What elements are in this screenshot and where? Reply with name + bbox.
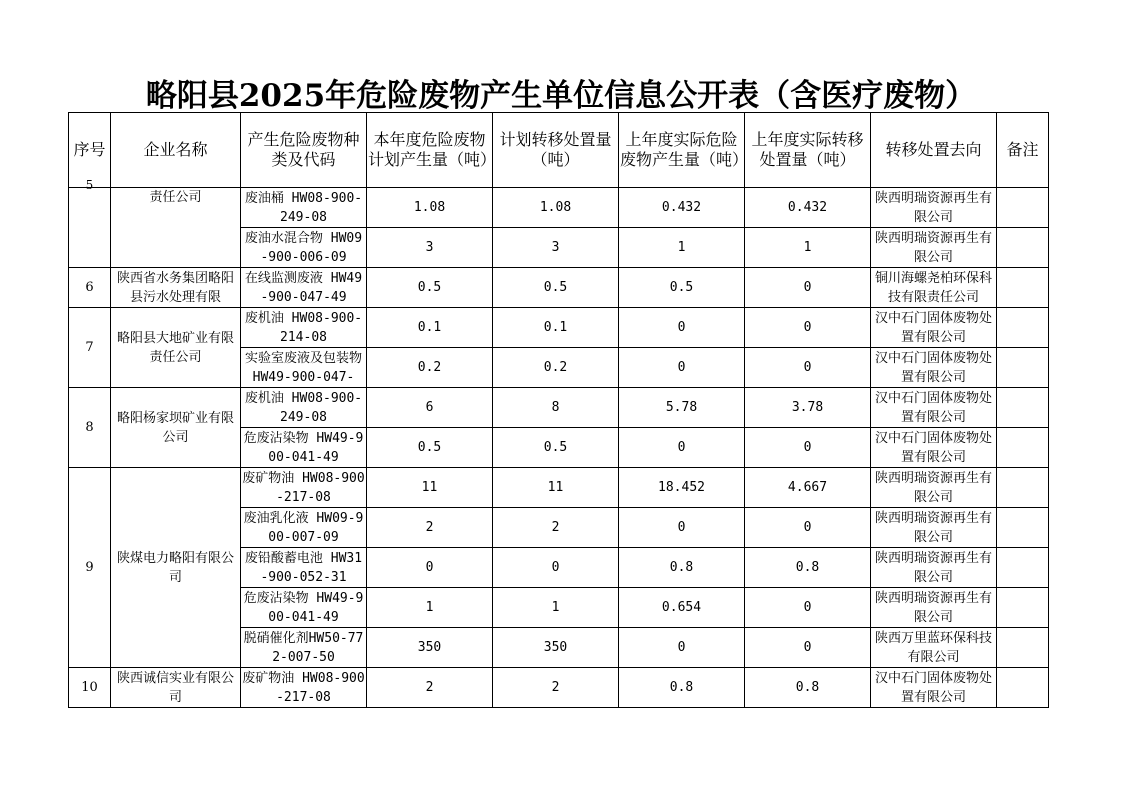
cell-planned-transfer: 1 — [493, 588, 619, 628]
cell-planned-production: 0.1 — [367, 308, 493, 348]
header-last-year-transfer: 上年度实际转移处置量（吨） — [745, 113, 871, 188]
cell-planned-production: 6 — [367, 388, 493, 428]
cell-company — [111, 268, 241, 308]
cell-last-year-transfer: 0 — [745, 588, 871, 628]
cell-planned-production: 0.5 — [367, 268, 493, 308]
cell-planned-transfer: 350 — [493, 628, 619, 668]
cell-destination-text: 铜川海螺尧柏环保科技有限责任公司 — [874, 270, 992, 305]
cell-last-year-production: 0 — [619, 508, 745, 548]
table-row — [69, 668, 1049, 708]
cell-last-year-production: 0 — [619, 428, 745, 468]
cell-remarks — [997, 228, 1049, 268]
cell-last-year-production: 0.8 — [619, 668, 745, 708]
cell-remarks — [997, 308, 1049, 348]
cell-waste-type — [241, 588, 367, 628]
cell-last-year-transfer: 0 — [745, 268, 871, 308]
cell-destination — [871, 188, 997, 228]
cell-seq: 6 — [69, 268, 111, 308]
cell-planned-transfer: 0.2 — [493, 348, 619, 388]
cell-seq: 10 — [69, 668, 111, 708]
cell-company-text: 责任公司 — [149, 190, 202, 205]
header-destination: 转移处置去向 — [871, 113, 997, 188]
cell-last-year-production: 0.8 — [619, 548, 745, 588]
page-title: 略阳县2025年危险废物产生单位信息公开表（含医疗废物） — [145, 78, 977, 114]
cell-destination-text: 陕西明瑞资源再生有限公司 — [874, 230, 992, 265]
cell-last-year-production: 0.654 — [619, 588, 745, 628]
header-last-year-production: 上年度实际危险废物产生量（吨） — [619, 113, 745, 188]
cell-remarks — [997, 388, 1049, 428]
cell-waste-type — [241, 548, 367, 588]
cell-planned-transfer: 2 — [493, 668, 619, 708]
cell-destination — [871, 668, 997, 708]
cell-last-year-production: 0 — [619, 348, 745, 388]
table-row — [69, 388, 1049, 428]
cell-seq: 9 — [69, 468, 111, 668]
cell-destination — [871, 548, 997, 588]
cell-waste-type-text: 危废沾染物 HW49-900-041-49 — [243, 590, 364, 625]
cell-destination-text: 陕西明瑞资源再生有限公司 — [874, 470, 992, 505]
cell-last-year-transfer: 0.8 — [745, 548, 871, 588]
cell-company — [111, 308, 241, 388]
cell-planned-production: 11 — [367, 468, 493, 508]
cell-last-year-production: 0 — [619, 628, 745, 668]
cell-remarks — [997, 588, 1049, 628]
table-row — [69, 268, 1049, 308]
cell-last-year-production: 0.432 — [619, 188, 745, 228]
cell-waste-type-text: 废铅酸蓄电池 HW31-900-052-31 — [244, 550, 363, 585]
cell-planned-transfer: 0.1 — [493, 308, 619, 348]
cell-last-year-transfer: 4.667 — [745, 468, 871, 508]
cell-waste-type-text: 废机油 HW08-900-249-08 — [244, 390, 363, 425]
cell-waste-type-text: 危废沾染物 HW49-900-041-49 — [243, 430, 364, 465]
cell-waste-type — [241, 628, 367, 668]
cell-destination — [871, 508, 997, 548]
cell-planned-production: 3 — [367, 228, 493, 268]
cell-last-year-transfer: 0 — [745, 428, 871, 468]
cell-seq — [69, 178, 111, 268]
cell-last-year-production: 18.452 — [619, 468, 745, 508]
cell-waste-type-text: 废油桶 HW08-900-249-08 — [244, 190, 363, 225]
cell-planned-transfer: 0.5 — [493, 428, 619, 468]
cell-planned-transfer: 8 — [493, 388, 619, 428]
cell-waste-type — [241, 308, 367, 348]
cell-company — [111, 388, 241, 468]
cell-waste-type — [241, 428, 367, 468]
cell-planned-transfer: 0 — [493, 548, 619, 588]
cell-company — [111, 468, 241, 668]
cell-waste-type — [241, 348, 367, 388]
cell-planned-production: 2 — [367, 668, 493, 708]
cell-waste-type-text: 在线监测废液 HW49-900-047-49 — [244, 270, 363, 305]
cell-planned-production: 1.08 — [367, 188, 493, 228]
cell-remarks — [997, 548, 1049, 588]
cell-destination-text: 汉中石门固体废物处置有限公司 — [874, 350, 992, 385]
cell-destination-text: 汉中石门固体废物处置有限公司 — [874, 670, 992, 705]
cell-last-year-transfer: 0 — [745, 348, 871, 388]
cell-last-year-production: 0 — [619, 308, 745, 348]
cell-waste-type — [241, 508, 367, 548]
cell-last-year-transfer: 0.8 — [745, 668, 871, 708]
cell-company — [111, 668, 241, 708]
cell-planned-transfer: 1.08 — [493, 188, 619, 228]
cell-seq: 7 — [69, 308, 111, 388]
cell-last-year-production: 5.78 — [619, 388, 745, 428]
cell-remarks — [997, 668, 1049, 708]
cell-company-text: 略阳县大地矿业有限责任公司 — [116, 330, 234, 365]
header-company: 企业名称 — [111, 113, 241, 188]
cell-destination-text: 陕西明瑞资源再生有限公司 — [874, 590, 992, 625]
cell-company-text: 陕西省水务集团略阳县污水处理有限 — [116, 270, 234, 305]
cell-planned-transfer: 11 — [493, 468, 619, 508]
table-row — [69, 468, 1049, 508]
cell-last-year-transfer: 3.78 — [745, 388, 871, 428]
cell-destination — [871, 268, 997, 308]
cell-last-year-transfer: 0 — [745, 628, 871, 668]
cell-last-year-production: 1 — [619, 228, 745, 268]
hazardous-waste-table — [68, 112, 1049, 708]
cell-last-year-transfer: 0.432 — [745, 188, 871, 228]
header-planned-production: 本年度危险废物计划产生量（吨） — [367, 113, 493, 188]
cell-waste-type — [241, 188, 367, 228]
cell-remarks — [997, 628, 1049, 668]
cell-destination — [871, 348, 997, 388]
cell-last-year-production: 0.5 — [619, 268, 745, 308]
cell-waste-type-text: 废矿物油 HW08-900-217-08 — [242, 670, 365, 705]
cell-waste-type — [241, 468, 367, 508]
cell-destination-text: 汉中石门固体废物处置有限公司 — [874, 310, 992, 345]
cell-planned-transfer: 0.5 — [493, 268, 619, 308]
cell-waste-type-text: 废油乳化液 HW09-900-007-09 — [243, 510, 364, 545]
cell-destination — [871, 308, 997, 348]
cell-planned-transfer: 3 — [493, 228, 619, 268]
cell-remarks — [997, 348, 1049, 388]
header-remarks: 备注 — [997, 113, 1049, 188]
cell-waste-type — [241, 388, 367, 428]
cell-company-text: 陕煤电力略阳有限公司 — [116, 550, 234, 585]
cell-waste-type — [241, 268, 367, 308]
cell-planned-transfer: 2 — [493, 508, 619, 548]
cell-destination — [871, 228, 997, 268]
cell-seq: 8 — [69, 388, 111, 468]
header-planned-transfer: 计划转移处置量（吨） — [493, 113, 619, 188]
cell-waste-type-text: 废油水混合物 HW09-900-006-09 — [244, 230, 363, 265]
cell-remarks — [997, 468, 1049, 508]
cell-destination — [871, 428, 997, 468]
cell-last-year-transfer: 1 — [745, 228, 871, 268]
cell-remarks — [997, 268, 1049, 308]
cell-waste-type — [241, 228, 367, 268]
cell-company-text: 略阳杨家坝矿业有限公司 — [116, 410, 234, 445]
header-seq: 序号 — [69, 113, 111, 188]
header-waste-type: 产生危险废物种类及代码 — [241, 113, 367, 188]
cell-destination-text: 陕西万里蓝环保科技有限公司 — [874, 630, 992, 665]
cell-last-year-transfer: 0 — [745, 508, 871, 548]
cell-waste-type-text: 废机油 HW08-900-214-08 — [244, 310, 363, 345]
cell-destination — [871, 388, 997, 428]
cell-waste-type-text: 废矿物油 HW08-900-217-08 — [242, 470, 365, 505]
cell-planned-production: 0 — [367, 548, 493, 588]
cell-remarks — [997, 188, 1049, 228]
cell-remarks — [997, 508, 1049, 548]
cell-company-text: 陕西诚信实业有限公司 — [116, 670, 234, 705]
cell-destination — [871, 468, 997, 508]
table-row — [69, 188, 1049, 228]
header-row — [69, 113, 1049, 188]
cell-destination-text: 陕西明瑞资源再生有限公司 — [874, 510, 992, 545]
cell-destination-text: 汉中石门固体废物处置有限公司 — [874, 390, 992, 425]
cell-destination — [871, 588, 997, 628]
cell-company — [111, 188, 241, 268]
cell-planned-production: 350 — [367, 628, 493, 668]
cell-remarks — [997, 428, 1049, 468]
cell-waste-type-text: 实验室废液及包装物 HW49-900-047- — [244, 350, 362, 385]
table-body — [69, 178, 1049, 708]
cell-planned-production: 1 — [367, 588, 493, 628]
cell-waste-type-text: 脱硝催化剂HW50-772-007-50 — [243, 630, 364, 665]
table-row — [69, 308, 1049, 348]
cell-planned-production: 2 — [367, 508, 493, 548]
cell-planned-production: 0.5 — [367, 428, 493, 468]
cell-destination-text: 陕西明瑞资源再生有限公司 — [874, 550, 992, 585]
cell-waste-type — [241, 668, 367, 708]
cell-destination-text: 汉中石门固体废物处置有限公司 — [874, 430, 992, 465]
cell-planned-production: 0.2 — [367, 348, 493, 388]
cell-destination-text: 陕西明瑞资源再生有限公司 — [874, 190, 992, 225]
cell-last-year-transfer: 0 — [745, 308, 871, 348]
cell-destination — [871, 628, 997, 668]
cell-seq-text: 5 — [85, 178, 94, 192]
